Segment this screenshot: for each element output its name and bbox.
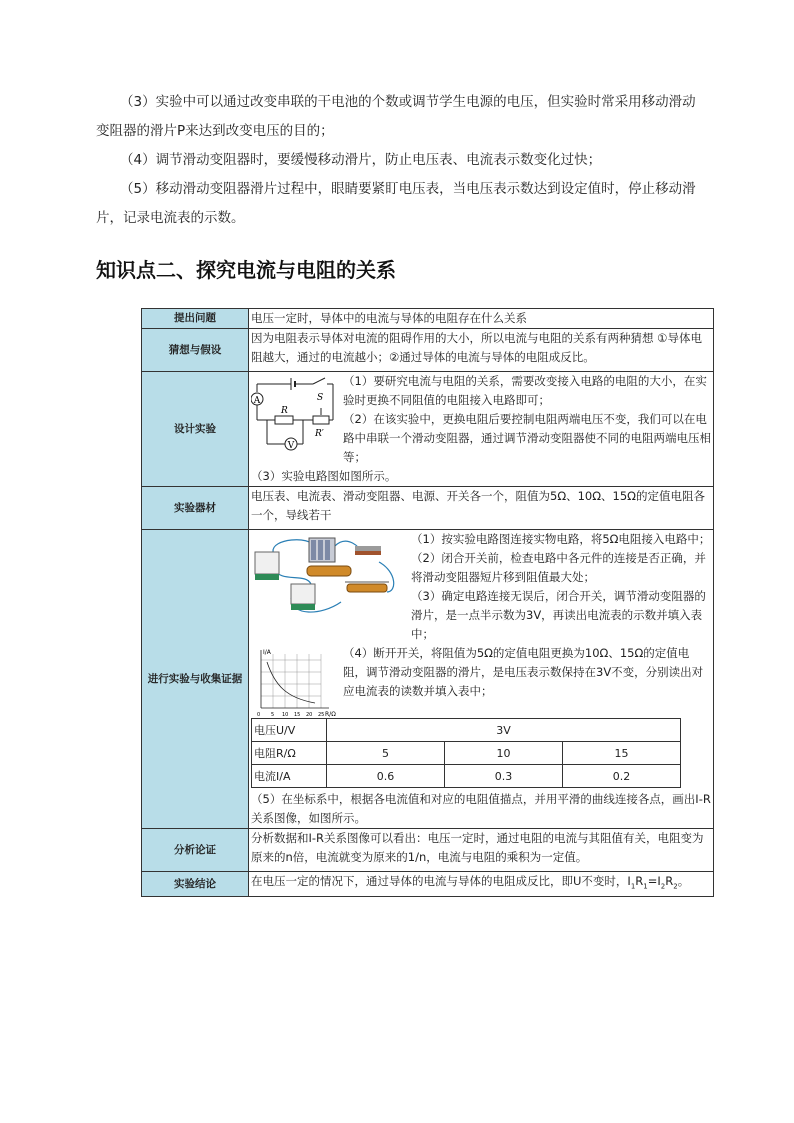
graph-xtick: 15 [294,712,301,718]
text-hypothesis: 因为电阻表示导体对电流的阻碍作用的大小，所以电流与电阻的关系有两种猜想 ①导体电阻越大，通过的电流越小；②通过导体的电流与导体的电阻成反比。 [249,329,714,372]
row-procedure [142,530,714,829]
label-design: 设计实验 [142,372,249,487]
conclusion-sub: 2 [660,882,666,891]
conclusion-sub: 1 [643,882,648,891]
conclusion-r: R [665,874,674,888]
design-step-3: （3）实验电路图如图所示。 [251,469,397,483]
rheostat-label: R′ [315,429,324,439]
row-hypothesis [142,329,714,372]
intro-paragraph-3: （3）实验中可以通过改变串联的干电池的个数或调节学生电源的电压，但实验时常采用移动滑动变阻器的滑片P来达到改变电压的目的； [96,94,696,139]
procedure-step-3: （3）确定电路连接无误后，闭合开关，调节滑动变阻器的滑片，是一点半示数为3V，再读出电流表的示数并填入表中； [411,589,706,641]
switch-label: S [317,393,324,403]
text-question: 电压一定时，导体中的电流与导体的电阻存在什么关系 [249,309,714,329]
graph-xtick: 5 [271,712,275,718]
rheostat-device [347,584,387,592]
resistor-label: R [281,406,288,416]
text-procedure [249,530,714,829]
text-conclusion [249,872,714,897]
voltage-value: 3V [327,719,681,742]
conclusion-r: R [635,874,644,888]
label-hypothesis: 猜想与假设 [142,329,249,372]
current-cell: 0.2 [563,765,681,788]
voltmeter-label: V [287,441,295,451]
intro-paragraph-4: （4）调节滑动变阻器时，要缓慢移动滑片，防止电压表、电流表示数变化过快； [120,152,602,168]
conclusion-main: 在电压一定的情况下，通过导体的电流与导体的电阻成反比，即U不变时，I [251,874,631,888]
resistance-label: 电阻R/Ω [252,742,327,765]
graph-xtick: 10 [282,712,289,718]
resistance-cell: 5 [327,742,445,765]
voltage-label: 电压U/V [252,719,327,742]
intro-paragraph-5: （5）移动滑动变阻器滑片过程中，眼睛要紧盯电压表，当电压表示数达到设定值时，停止移动滑片，记录电流表的示数。 [96,181,696,226]
text-design [249,372,714,487]
apparatus-photo [251,532,405,626]
text-analysis: 分析数据和I-R关系图像可以看出：电压一定时，通过电阻的电流与其阻值有关，电阻变为原来的n倍，电流就变为原来的1/n，电流与电阻的乘积为一定值。 [249,829,714,872]
intro-text [96,88,706,233]
label-conclusion: 实验结论 [142,872,249,897]
ir-graph [251,646,337,718]
data-row-resistance [252,742,681,765]
row-equipment [142,487,714,530]
row-question [142,309,714,329]
procedure-step-1: （1）按实验电路图连接实物电路，将5Ω电阻接入电路中； [411,532,711,546]
procedure-step-2: （2）闭合开关前，检查电路中各元件的连接是否正确，并将滑动变阻器短片移到阻值最大处； [411,551,706,584]
graph-xtick: 20 [306,712,313,718]
switch-device [355,546,381,551]
data-row-voltage [252,719,681,742]
graph-x-label: R/Ω [325,711,336,718]
ammeter-device [291,584,315,604]
row-design [142,372,714,487]
text-equipment: 电压表、电流表、滑动变阻器、电源、开关各一个，阻值为5Ω、10Ω、15Ω的定值电阻各一个，导线若干 [249,487,714,530]
resistance-cell: 15 [563,742,681,765]
experiment-table [141,308,714,897]
label-equipment: 实验器材 [142,487,249,530]
design-step-1: （1）要研究电流与电阻的关系，需要改变接入电路的电阻的大小，在实验时更换不同阻值的电阻接入电路即可； [343,374,707,407]
data-table [251,718,681,788]
row-conclusion [142,872,714,897]
fixed-resistor-device [307,566,351,576]
section-title: 知识点二、探究电流与电阻的关系 [96,258,396,282]
ammeter-label: A [253,396,261,406]
conclusion-end: 。 [677,874,690,888]
label-question: 提出问题 [142,309,249,329]
graph-y-label: I/A [263,649,271,656]
row-analysis [142,829,714,872]
current-cell: 0.6 [327,765,445,788]
graph-xtick: 25 [318,712,325,718]
voltmeter-base [255,574,279,580]
graph-origin: 0 [257,712,261,718]
procedure-step-5: （5）在坐标系中，根据各电流值和对应的电阻值描点，并用平滑的曲线连接各点，画出I-R关系图像，如图所示。 [251,792,711,825]
circuit-diagram [251,374,337,460]
resistance-cell: 10 [445,742,563,765]
design-step-2: （2）在该实验中，更换电阻后要控制电阻两端电压不变，我们可以在电路中串联一个滑动变阻器，通过调节滑动变阻器使不同的电阻两端电压相等； [343,412,711,464]
conclusion-sub: 2 [673,882,678,891]
conclusion-eq: =I [647,874,661,888]
label-analysis: 分析论证 [142,829,249,872]
current-cell: 0.3 [445,765,563,788]
voltmeter-device [255,552,279,574]
conclusion-sub: 1 [630,882,636,891]
data-row-current [252,765,681,788]
label-procedure: 进行实验与收集证据 [142,530,249,829]
current-label: 电流I/A [252,765,327,788]
procedure-step-4: （4）断开开关，将阻值为5Ω的定值电阻更换为10Ω、15Ω的定值电阻，调节滑动变阻器的滑片，是电压表示数保持在3V不变，分别读出对应电流表的读数并填入表中； [343,646,704,698]
